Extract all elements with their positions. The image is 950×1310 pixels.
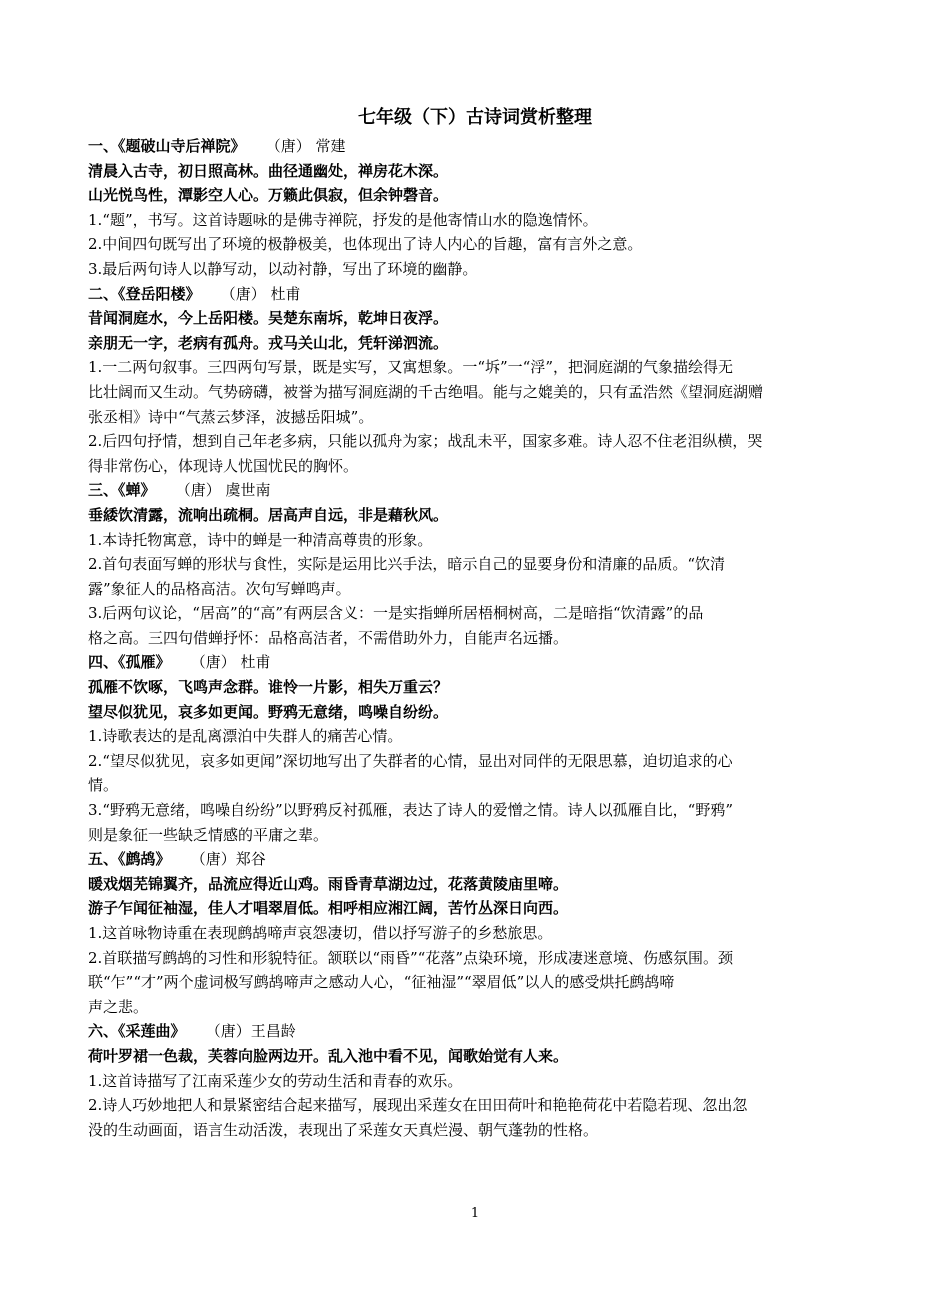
poem-note: 3.最后两句诗人以静写动，以动衬静，写出了环境的幽静。 [88,259,478,278]
poem-heading [88,1019,862,1044]
poem-note: 1.这首诗描写了江南采莲少女的劳动生活和青春的欢乐。 [88,1071,463,1090]
poem-note: 得非常伤心，体现诗人忧国忧民的胸怀。 [88,456,359,475]
poem-author: （唐）郑谷 [190,850,266,869]
poem-note: 1.这首咏物诗重在表现鹧鸪啼声哀怨凄切，借以抒写游子的乡愁旅思。 [88,924,553,942]
poem-section [88,478,862,650]
poem-title: 三、《蝉》 [88,481,156,500]
poem-heading [88,282,862,307]
poem-verse: 望尽似犹见，哀多如更闻。野鸦无意绪，鸣噪自纷纷。 [88,702,449,721]
poem-note: 则是象征一些缺乏情感的平庸之辈。 [88,825,329,844]
poem-verse: 暖戏烟芜锦翼齐，品流应得近山鸡。雨昏青草湖边过，花落黄陵庙里啼。 [88,874,569,893]
poem-section [88,1019,862,1142]
poem-heading [88,847,862,872]
poem-note: 1.一二两句叙事。三四两句写景，既是实写，又寓想象。一“坼”一“浮”，把洞庭湖的气象描绘得无 [88,358,733,377]
poem-author: （唐） 常建 [265,137,346,155]
poem-note: 3.后两句议论，“居高”的“高”有两层含义：一是实指蝉所居梧桐树高，二是暗指“饮清露”的品 [88,604,704,623]
poem-author: （唐） 杜甫 [190,653,271,672]
poem-note: 2.中间四句既写出了环境的极静极美，也体现出了诗人内心的旨趣，富有言外之意。 [88,235,643,254]
poem-verse: 亲朋无一字，老病有孤舟。戎马关山北，凭轩涕泗流。 [88,333,449,352]
poem-verse: 孤雁不饮啄，飞鸣声念群。谁怜一片影，相失万重云？ [88,678,449,697]
poem-title: 六、《采莲曲》 [88,1022,186,1041]
poem-verse: 荷叶罗裙一色裁，芙蓉向脸两边开。乱入池中看不见，闻歌始觉有人来。 [88,1046,569,1065]
poem-section [88,847,862,1019]
poem-note: 比壮阔而又生动。气势磅礴，被誉为描写洞庭湖的千古绝唱。能与之媲美的，只有孟浩然《望洞庭湖赠 [88,382,764,401]
poem-note: 情。 [88,776,119,795]
poem-note: 3.“野鸦无意绪，鸣噪自纷纷”以野鸦反衬孤雁，表达了诗人的爱憎之情。诗人以孤雁自比，“野鸦” [88,801,733,820]
document-title: 七年级（下）古诗词赏析整理 [358,107,592,128]
poem-note: 1.诗歌表达的是乱离漂泊中失群人的痛苦心情。 [88,727,403,746]
poem-verse: 游子乍闻征袖湿，佳人才唱翠眉低。相呼相应湘江阔，苦竹丛深日向西。 [88,899,569,918]
poem-note: 没的生动画面，语言生动活泼，表现出了采莲女天真烂漫、朝气蓬勃的性格。 [88,1120,599,1139]
poem-verse: 清晨入古寺，初日照高林。曲径通幽处，禅房花木深。 [88,161,449,180]
page-number: 1 [470,1206,480,1221]
poem-title: 二、《登岳阳楼》 [88,284,201,303]
poem-note: 2.诗人巧妙地把人和景紧密结合起来描写，展现出采莲女在田田荷叶和艳艳荷花中若隐若现、忽出忽 [88,1096,748,1115]
poem-note: 张丞相》诗中“气蒸云梦泽，波撼岳阳城”。 [88,407,374,426]
poem-note: 1.“题”，书写。这首诗题咏的是佛寺禅院，抒发的是他寄情山水的隐逸情怀。 [88,210,598,229]
poem-note: 2.首句表面写蝉的形状与食性，实际是运用比兴手法，暗示自己的显要身份和清廉的品质。“饮清 [88,555,725,574]
poem-author: （唐） 虞世南 [175,481,271,500]
poem-section [88,282,862,479]
poem-section [88,134,862,282]
poem-note: 1.本诗托物寓意，诗中的蝉是一种清高尊贵的形象。 [88,530,433,549]
poem-heading [88,134,862,159]
poem-section [88,650,862,847]
poem-title: 四、《孤雁》 [88,653,171,672]
poem-note: 2.首联描写鹧鸪的习性和形貌特征。颔联以“雨昏”“花落”点染环境，形成凄迷意境、伤感氛围。颈 [88,948,733,967]
poem-title: 五、《鹧鸪》 [88,850,171,869]
poem-note: 2.后四句抒情，想到自己年老多病，只能以孤舟为家；战乱未平，国家多难。诗人忍不住老泪纵横，哭 [88,432,763,451]
poem-note: 声之悲。 [88,997,149,1016]
document-page [88,100,862,1142]
poem-verse: 昔闻洞庭水，今上岳阳楼。吴楚东南坼，乾坤日夜浮。 [88,309,449,328]
poem-verse: 山光悦鸟性，潭影空人心。万籁此俱寂，但余钟磬音。 [88,186,449,205]
poem-heading [88,478,862,503]
poem-author: （唐）王昌龄 [205,1022,296,1041]
poem-note: 格之高。三四句借蝉抒怀：品格高洁者，不需借助外力，自能声名远播。 [88,628,569,647]
poem-note: 露”象征人的品格高洁。次句写蝉鸣声。 [88,579,351,598]
poem-title: 一、《题破山寺后禅院》 [88,137,246,155]
poem-note: 联“乍”“才”两个虚词极写鹧鸪啼声之感动人心，“征袖湿”“翠眉低”以人的感受烘托鹧鸪啼 [88,973,675,992]
poem-author: （唐） 杜甫 [220,284,301,303]
poem-note: 2.“望尽似犹见，哀多如更闻”深切地写出了失群者的心情，显出对同伴的无限思慕，迫切追求的心 [88,751,733,770]
poem-list [88,134,862,1142]
poem-heading [88,650,862,675]
poem-verse: 垂緌饮清露，流响出疏桐。居高声自远，非是藉秋风。 [88,505,449,524]
